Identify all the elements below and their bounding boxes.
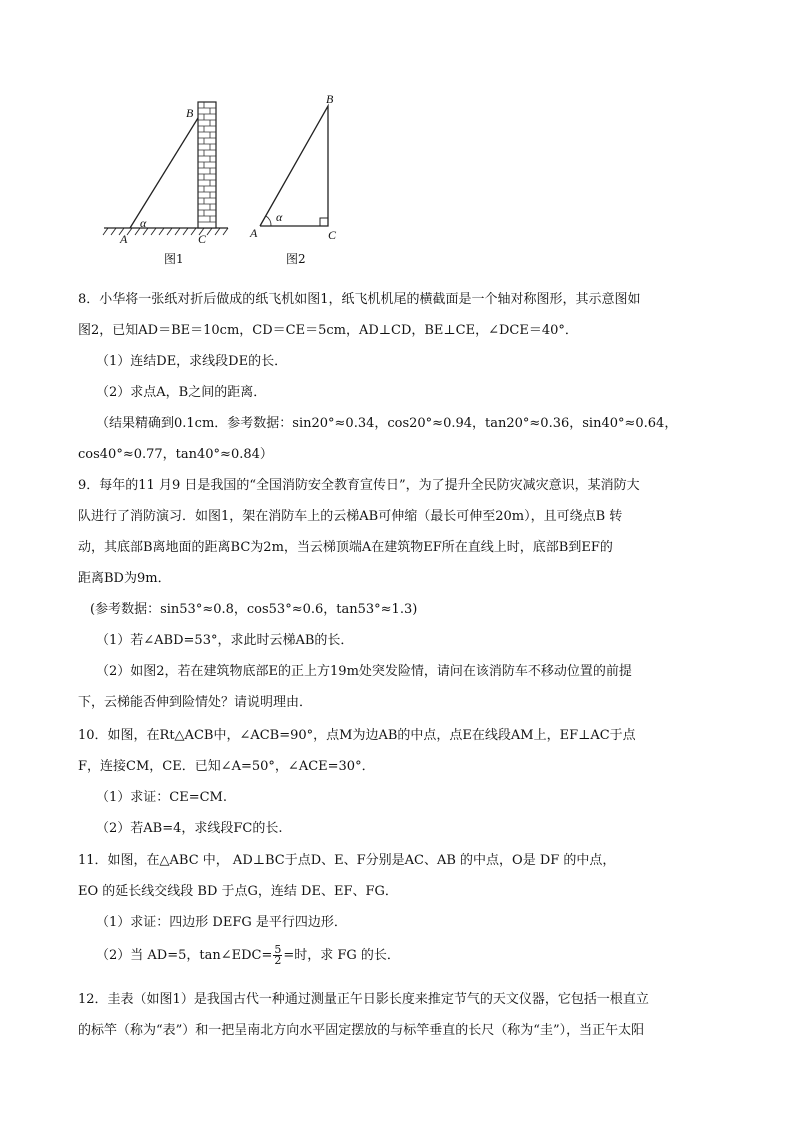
geometry-figures	[100, 98, 360, 278]
q11-line1: 11．如图，在△ABC 中， AD⊥BC于点D、E、F分别是AC、AB 的中点，O是 DF 的中点，	[78, 853, 616, 868]
q11-line2: EO 的延长线交线段 BD 于点G，连结 DE、EF、FG．	[78, 884, 398, 899]
q9-line1: 9．每年的11 月9 日是我国的“全国消防安全教育宣传日”，为了提升全民防灾减灾意识，某消防大	[78, 478, 640, 493]
q8-line2: 图2，已知AD＝BE＝10cm，CD＝CE＝5cm，AD⊥CD，BE⊥CE，∠DCE＝40°．	[78, 323, 578, 338]
label-B-fig1: B	[186, 106, 194, 120]
brick-wall	[198, 102, 216, 228]
label-A-fig2: A	[250, 226, 258, 240]
q8-note1: （结果精确到0.1cm．参考数据：sin20°≈0.34，cos20°≈0.94，tan20°≈0.36，sin40°≈0.64，	[96, 416, 678, 431]
q10-sub1: （1）求证：CE=CM.	[96, 790, 227, 805]
q9-line3: 动，其底部B离地面的距离BC为2m，当云梯顶端A在建筑物EF所在直线上时，底部B到EF的	[78, 540, 613, 555]
q11-sub2-post: =时，求 FG 的长．	[283, 948, 400, 963]
angle-arc	[266, 216, 271, 226]
label-C-fig2: C	[328, 228, 337, 242]
fig2-caption: 图2	[286, 252, 306, 266]
label-C-fig1: C	[198, 232, 207, 246]
label-A-fig1: A	[120, 232, 128, 246]
q9-line2: 队进行了消防演习．如图1，架在消防车上的云梯AB可伸缩（最长可伸至20m），且可绕点B 转	[78, 509, 623, 524]
label-B-fig2: B	[326, 92, 334, 106]
q12-line2: 的标竿（称为“表”）和一把呈南北方向水平固定摆放的与标竿垂直的长尺（称为“圭”），当正午太阳	[78, 1023, 645, 1038]
fig1-caption: 图1	[164, 252, 184, 266]
q9-sub2b: 下，云梯能否伸到险情处？请说明理由．	[78, 695, 313, 710]
q11-sub1: （1）求证：四边形 DEFG 是平行四边形．	[96, 915, 347, 930]
fraction-numerator: 5	[274, 943, 282, 956]
q10-line1: 10．如图，在Rt△ACB中，∠ACB=90°，点M为边AB的中点，点E在线段AM上，EF⊥AC于点	[78, 728, 636, 743]
q8-line1: 8．小华将一张纸对折后做成的纸飞机如图1，纸飞机机尾的横截面是一个轴对称图形，其示意图如	[78, 292, 641, 307]
figures	[100, 92, 360, 278]
fraction-denominator: 2	[274, 954, 282, 967]
q10-line2: F，连接CM，CE．已知∠A=50°，∠ACE=30°．	[78, 759, 375, 774]
q8-sub1: （1）连结DE，求线段DE的长．	[96, 354, 288, 369]
q9-sub1: （1）若∠ABD=53°，求此时云梯AB的长．	[96, 633, 354, 648]
q10-sub2: （2）若AB=4，求线段FC的长.	[96, 821, 283, 836]
q9-ref: (参考数据：sin53°≈0.8，cos53°≈0.6，tan53°≈1.3)	[90, 602, 418, 617]
right-angle-mark	[320, 218, 328, 226]
fraction-5-over-2	[273, 945, 282, 966]
q12-line1: 12．圭表（如图1）是我国古代一种通过测量正午日影长度来推定节气的天文仪器，它包括一根直立	[78, 992, 649, 1007]
q9-line4: 距离BD为9m．	[78, 571, 171, 586]
q8-note2: cos40°≈0.77，tan40°≈0.84）	[78, 447, 273, 462]
label-alpha-fig1: α	[140, 216, 147, 230]
q9-sub2a: （2）如图2，若在建筑物底部E的正上方19m处突发险情，请问在该消防车不移动位置的前提	[96, 664, 632, 679]
q11-sub2-pre: （2）当 AD=5，tan∠EDC=	[96, 948, 273, 963]
q11-sub2	[96, 945, 736, 966]
ladder-line	[130, 118, 198, 228]
q8-sub2: （2）求点A，B之间的距离．	[96, 385, 267, 400]
label-alpha-fig2: α	[276, 210, 283, 224]
right-triangle	[260, 106, 328, 226]
